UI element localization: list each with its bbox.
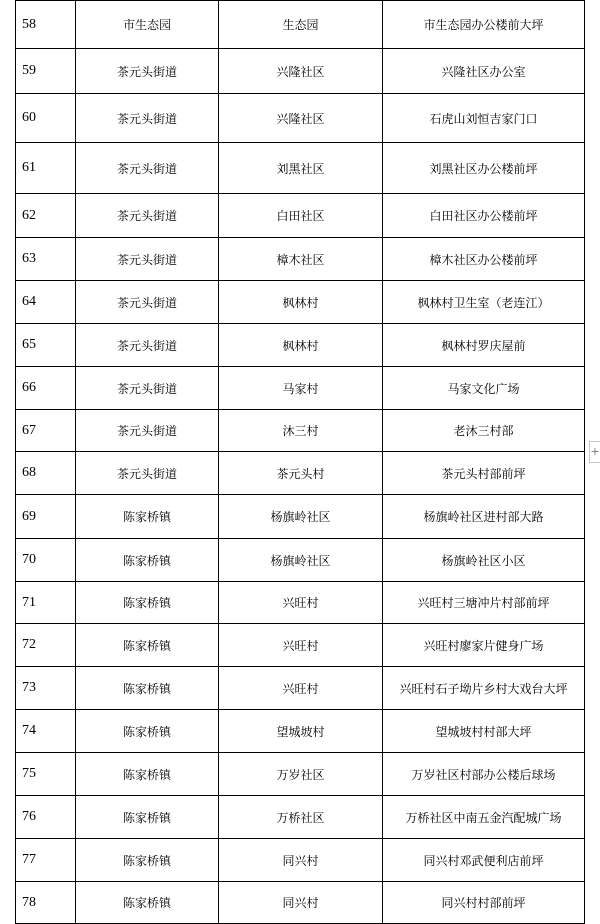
table-row — [16, 238, 585, 281]
row-number-cell: 61 — [16, 143, 76, 194]
community-cell: 枫林村 — [219, 324, 383, 367]
table-row — [16, 143, 585, 194]
community-cell: 马家村 — [219, 367, 383, 410]
town-cell: 陈家桥镇 — [76, 624, 219, 667]
location-cell: 万桥社区中南五金汽配城广场 — [383, 796, 585, 839]
location-cell: 同兴村村部前坪 — [383, 882, 585, 924]
community-cell: 樟木社区 — [219, 238, 383, 281]
table-row — [16, 281, 585, 324]
community-cell: 沐三村 — [219, 410, 383, 452]
table-row — [16, 582, 585, 624]
row-number-cell: 75 — [16, 753, 76, 796]
town-cell: 陈家桥镇 — [76, 839, 219, 882]
data-table — [15, 0, 585, 924]
table-row — [16, 1, 585, 49]
table-row — [16, 753, 585, 796]
row-number-cell: 66 — [16, 367, 76, 410]
location-cell: 樟木社区办公楼前坪 — [383, 238, 585, 281]
community-cell: 万岁社区 — [219, 753, 383, 796]
row-number-cell: 73 — [16, 667, 76, 710]
table-row — [16, 796, 585, 839]
location-cell: 杨旗岭社区小区 — [383, 539, 585, 582]
location-cell: 茶元头村部前坪 — [383, 452, 585, 495]
location-cell: 同兴村邓武便利店前坪 — [383, 839, 585, 882]
town-cell: 茶元头街道 — [76, 238, 219, 281]
community-cell: 杨旗岭社区 — [219, 495, 383, 539]
town-cell: 陈家桥镇 — [76, 495, 219, 539]
location-cell: 万岁社区村部办公楼后球场 — [383, 753, 585, 796]
community-cell: 生态园 — [219, 1, 383, 49]
table-row — [16, 539, 585, 582]
community-cell: 茶元头村 — [219, 452, 383, 495]
table-row — [16, 882, 585, 924]
location-cell: 枫林村罗庆屋前 — [383, 324, 585, 367]
location-cell: 兴旺村石子坳片乡村大戏台大坪 — [383, 667, 585, 710]
row-number-cell: 74 — [16, 710, 76, 753]
location-cell: 杨旗岭社区进村部大路 — [383, 495, 585, 539]
table-row — [16, 667, 585, 710]
row-number-cell: 59 — [16, 49, 76, 94]
town-cell: 茶元头街道 — [76, 143, 219, 194]
location-cell: 枫林村卫生室（老连江） — [383, 281, 585, 324]
community-cell: 白田社区 — [219, 194, 383, 238]
location-cell: 兴隆社区办公室 — [383, 49, 585, 94]
table-row — [16, 839, 585, 882]
row-number-cell: 64 — [16, 281, 76, 324]
row-number-cell: 69 — [16, 495, 76, 539]
table-row — [16, 624, 585, 667]
location-cell: 石虎山刘恒吉家门口 — [383, 94, 585, 143]
table-row — [16, 495, 585, 539]
town-cell: 茶元头街道 — [76, 49, 219, 94]
community-cell: 同兴村 — [219, 839, 383, 882]
location-cell: 望城坡村村部大坪 — [383, 710, 585, 753]
row-number-cell: 62 — [16, 194, 76, 238]
community-cell: 万桥社区 — [219, 796, 383, 839]
community-cell: 杨旗岭社区 — [219, 539, 383, 582]
town-cell: 陈家桥镇 — [76, 710, 219, 753]
town-cell: 茶元头街道 — [76, 367, 219, 410]
town-cell: 市生态园 — [76, 1, 219, 49]
row-number-cell: 70 — [16, 539, 76, 582]
row-number-cell: 60 — [16, 94, 76, 143]
location-cell: 兴旺村三塘冲片村部前坪 — [383, 582, 585, 624]
community-cell: 望城坡村 — [219, 710, 383, 753]
town-cell: 陈家桥镇 — [76, 882, 219, 924]
town-cell: 陈家桥镇 — [76, 539, 219, 582]
table-row — [16, 49, 585, 94]
community-cell: 同兴村 — [219, 882, 383, 924]
town-cell: 陈家桥镇 — [76, 796, 219, 839]
row-number-cell: 67 — [16, 410, 76, 452]
row-number-cell: 78 — [16, 882, 76, 924]
town-cell: 茶元头街道 — [76, 194, 219, 238]
row-number-cell: 71 — [16, 582, 76, 624]
community-cell: 兴旺村 — [219, 582, 383, 624]
table-row — [16, 324, 585, 367]
town-cell: 茶元头街道 — [76, 410, 219, 452]
table-row — [16, 410, 585, 452]
table-row — [16, 452, 585, 495]
location-cell: 市生态园办公楼前大坪 — [383, 1, 585, 49]
row-number-cell: 58 — [16, 1, 76, 49]
community-cell: 枫林村 — [219, 281, 383, 324]
table-body — [16, 1, 585, 924]
row-number-cell: 72 — [16, 624, 76, 667]
community-cell: 兴隆社区 — [219, 94, 383, 143]
town-cell: 茶元头街道 — [76, 281, 219, 324]
community-cell: 兴旺村 — [219, 667, 383, 710]
town-cell: 陈家桥镇 — [76, 667, 219, 710]
table-row — [16, 367, 585, 410]
row-number-cell: 68 — [16, 452, 76, 495]
row-number-cell: 77 — [16, 839, 76, 882]
expand-tab-plus-icon[interactable]: + — [589, 441, 600, 463]
row-number-cell: 63 — [16, 238, 76, 281]
town-cell: 茶元头街道 — [76, 324, 219, 367]
location-cell: 白田社区办公楼前坪 — [383, 194, 585, 238]
table-row — [16, 94, 585, 143]
location-cell: 老沐三村部 — [383, 410, 585, 452]
town-cell: 陈家桥镇 — [76, 582, 219, 624]
community-cell: 兴隆社区 — [219, 49, 383, 94]
table-row — [16, 194, 585, 238]
row-number-cell: 76 — [16, 796, 76, 839]
location-cell: 刘黑社区办公楼前坪 — [383, 143, 585, 194]
town-cell: 茶元头街道 — [76, 94, 219, 143]
row-number-cell: 65 — [16, 324, 76, 367]
town-cell: 陈家桥镇 — [76, 753, 219, 796]
community-cell: 刘黑社区 — [219, 143, 383, 194]
location-cell: 兴旺村廖家片健身广场 — [383, 624, 585, 667]
location-cell: 马家文化广场 — [383, 367, 585, 410]
table-row — [16, 710, 585, 753]
town-cell: 茶元头街道 — [76, 452, 219, 495]
community-cell: 兴旺村 — [219, 624, 383, 667]
